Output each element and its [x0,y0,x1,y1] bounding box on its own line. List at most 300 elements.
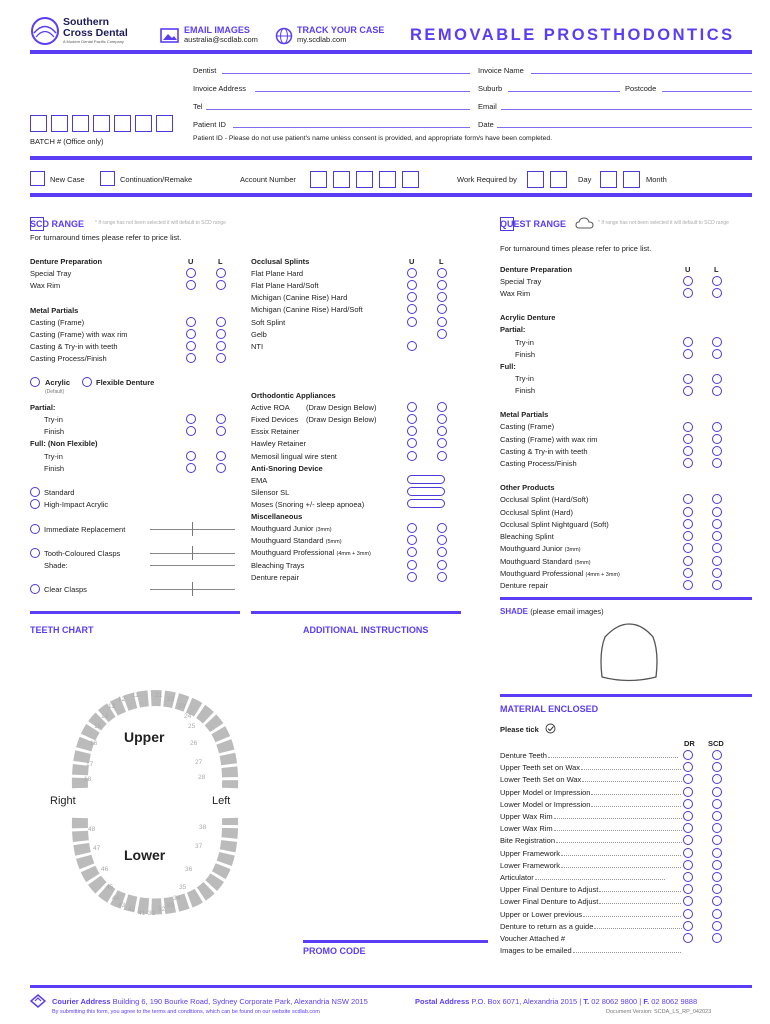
material-item [500,922,682,931]
globe-icon [30,16,60,46]
scd-partial-tryin-l[interactable] [216,414,226,424]
clear-clasps-radio[interactable] [30,584,40,594]
memosil: Memosil lingual wire stent [251,452,337,461]
standard-label: Standard [44,488,75,497]
denture-repair: Denture repair [251,573,299,582]
scd-full-tryin-l[interactable] [216,451,226,461]
quest-bleaching-l[interactable] [712,531,722,541]
scd-casting-wax: Casting (Frame) with wax rim [30,330,128,339]
account-box-5[interactable] [402,171,419,188]
denture-repair-l[interactable] [437,572,447,582]
document-version: Document Version: SCDA_LS_RP_042023 [606,1009,712,1015]
batch-box-2[interactable] [51,115,68,132]
account-number-label: Account Number [240,175,296,184]
tooth-shade-outline[interactable] [597,622,662,682]
tooth-16[interactable]: 16 [90,740,98,747]
clear-clasps-divider [192,582,193,596]
material-scd-radio[interactable] [712,823,722,833]
scd-full-finish: Finish [44,464,65,473]
tooth-43[interactable]: 43 [118,902,126,909]
quest-mg-standard-label: Mouthguard Standard [500,557,573,566]
material-item [500,873,682,882]
material-scd-radio[interactable] [712,872,722,882]
essix-u[interactable] [407,426,417,436]
quest-occ-hard-soft-u[interactable] [683,494,693,504]
tick-circle-icon [545,723,556,734]
tooth-12[interactable]: 12 [118,696,126,703]
tooth-33[interactable]: 33 [167,902,175,909]
tooth-24[interactable]: 24 [184,713,192,720]
quest-casting-wax-l[interactable] [712,434,722,444]
scd-wax-rim-u[interactable] [186,280,196,290]
quest-wax-rim-u[interactable] [683,288,693,298]
quest-partial-finish-u[interactable] [683,349,693,359]
ema: EMA [251,476,268,485]
tooth-41[interactable]: 41 [138,910,146,917]
mg-standard-l[interactable] [437,535,447,545]
active-roa-label: Active ROA [251,403,290,412]
gelb-l[interactable] [437,329,447,339]
tooth-38[interactable]: 38 [199,824,207,831]
account-box-2[interactable] [333,171,350,188]
material-dr-radio[interactable] [683,884,693,894]
date-field[interactable] [497,127,752,128]
quest-casting-finish-l[interactable] [712,458,722,468]
michigan-hard-soft: Michigan (Canine Rise) Hard/Soft [251,305,363,314]
quest-col-l: L [714,265,719,274]
scd-casting-tryin-l[interactable] [216,341,226,351]
miscellaneous: Miscellaneous [251,512,303,521]
quest-denture-repair-l[interactable] [712,580,722,590]
material-item-label: Upper Model or Impression [500,787,591,797]
active-roa-u[interactable] [407,402,417,412]
postcode-field[interactable] [662,91,752,92]
material-scd-radio[interactable] [712,811,722,821]
material-scd-radio[interactable] [712,835,722,845]
scd-partial-finish-l[interactable] [216,426,226,436]
scd-special-tray-u[interactable] [186,268,196,278]
postal-label: Postal Address [415,997,470,1006]
material-item [500,861,682,870]
quest-occ-night-u[interactable] [683,519,693,529]
immediate-radio[interactable] [30,524,40,534]
tooth-11[interactable]: 11 [132,692,139,699]
scd-casting-frame-l[interactable] [216,317,226,327]
quest-range-note: * If range has not been selected it will default to SCD range [598,220,729,226]
quest-occ-hard-u[interactable] [683,507,693,517]
options-divider [30,193,752,197]
terms-text[interactable]: By submitting this form, you agree to the terms and conditions, which can be found on our website scdlab.com [52,1009,320,1015]
material-dr-radio[interactable] [683,860,693,870]
quest-denture-repair-u[interactable] [683,580,693,590]
high-impact-radio[interactable] [30,499,40,509]
quest-full-finish-u[interactable] [683,386,693,396]
bleaching-trays: Bleaching Trays [251,561,305,570]
day-label: Day [578,175,592,184]
occlusal-splints: Occlusal Splints [251,257,310,266]
fixed-devices-u[interactable] [407,414,417,424]
quest-full-tryin-l[interactable] [712,374,722,384]
additional-instructions-area[interactable] [303,640,488,930]
material-scd-radio[interactable] [712,762,722,772]
scd-casting-finish: Casting Process/Finish [30,354,107,363]
batch-box-3[interactable] [72,115,89,132]
quest-full-tryin-u[interactable] [683,374,693,384]
tooth-37[interactable]: 37 [195,843,203,850]
essix-l[interactable] [437,426,447,436]
email-field[interactable] [501,109,752,110]
quest-wax-rim-l[interactable] [712,288,722,298]
patient-id-field[interactable] [233,127,470,128]
tooth-26[interactable]: 26 [190,740,198,747]
upper-label: Upper [124,729,165,745]
tooth-22[interactable]: 22 [167,696,175,703]
account-box-3[interactable] [356,171,373,188]
batch-box-1[interactable] [30,115,47,132]
quest-casting-frame-u[interactable] [683,422,693,432]
material-item-label: Voucher Attached # [500,934,566,943]
scd-casting-wax-u[interactable] [186,329,196,339]
tooth-21[interactable]: 21 [155,692,163,699]
quest-metal-partials: Metal Partials [500,410,549,419]
quest-casting-wax: Casting (Frame) with wax rim [500,435,598,444]
scd-metal-partials: Metal Partials [30,306,79,315]
quest-mg-standard-u[interactable] [683,556,693,566]
scd-special-tray: Special Tray [30,269,72,278]
soft-splint-l[interactable] [437,317,447,327]
material-dr-radio[interactable] [683,896,693,906]
quest-special-tray-l[interactable] [712,276,722,286]
tooth-35[interactable]: 35 [179,884,187,891]
material-item [500,849,682,858]
flat-plane-hard-soft-u[interactable] [407,280,417,290]
material-scd-radio[interactable] [712,799,722,809]
material-scd-radio[interactable] [712,860,722,870]
mg-junior-mm: (3mm) [315,527,332,533]
day-box-2[interactable] [550,171,567,188]
material-item [500,812,682,821]
tooth-36[interactable]: 36 [185,866,193,873]
moses-pill[interactable] [407,499,445,508]
material-dr-radio[interactable] [683,835,693,845]
material-dr-radio[interactable] [683,909,693,919]
flat-plane-hard-l[interactable] [437,268,447,278]
month-label: Month [646,175,667,184]
michigan-hard-soft-l[interactable] [437,304,447,314]
scd-casting-tryin-u[interactable] [186,341,196,351]
acrylic-default: (Default) [45,389,65,395]
material-dr-radio[interactable] [683,921,693,931]
tooth-44[interactable]: 44 [112,895,120,902]
tooth-23[interactable]: 23 [178,703,186,710]
michigan-hard-u[interactable] [407,292,417,302]
material-item-dots [581,769,682,770]
silensor-pill[interactable] [407,487,445,496]
shade-line[interactable] [150,565,235,566]
scd-full-finish-l[interactable] [216,463,226,473]
month-box-2[interactable] [623,171,640,188]
brand-line2: Cross Dental [63,27,128,39]
material-scd-radio[interactable] [712,933,722,943]
scd-partial-finish-u[interactable] [186,426,196,436]
quest-casting-frame-l[interactable] [712,422,722,432]
batch-box-7[interactable] [156,115,173,132]
quest-occ-night-l[interactable] [712,519,722,529]
scd-full-tryin-u[interactable] [186,451,196,461]
material-item [500,836,682,845]
material-dr-radio[interactable] [683,750,693,760]
please-tick-label: Please tick [500,725,539,734]
quest-full-finish-l[interactable] [712,386,722,396]
quest-casting-finish: Casting Process/Finish [500,459,577,468]
ema-pill[interactable] [407,475,445,484]
quest-mg-pro-label: Mouthguard Professional [500,569,584,578]
quest-mg-junior-l[interactable] [712,543,722,553]
material-dr-radio[interactable] [683,762,693,772]
material-item [500,897,682,906]
scd-col-l: L [218,257,223,266]
material-item [500,763,682,772]
flexible-radio[interactable] [82,377,92,387]
account-box-4[interactable] [379,171,396,188]
quest-mg-junior [500,544,581,553]
material-item-dots [561,867,682,868]
material-item-label: Lower Wax Rim [500,824,553,834]
tooth-34[interactable]: 34 [173,895,181,902]
material-item-dots [599,903,682,904]
quest-full-finish: Finish [515,386,536,395]
brand-tagline: A Modern Dental Pacific Company [63,39,124,44]
material-item [500,934,682,943]
material-item-dots [583,916,682,917]
quest-divider [500,597,752,600]
hawley-u[interactable] [407,438,417,448]
gelb: Gelb [251,330,267,339]
material-item-label: Upper Framework [500,848,561,858]
quest-partial-tryin-l[interactable] [712,337,722,347]
scd-range-title: SCD RANGE [30,219,85,229]
material-dr-radio[interactable] [683,872,693,882]
quest-occ-hard-soft-l[interactable] [712,494,722,504]
mg-pro-u[interactable] [407,547,417,557]
tooth-13[interactable]: 13 [108,703,116,710]
active-roa-l[interactable] [437,402,447,412]
scd-casting-finish-u[interactable] [186,353,196,363]
phone-value: 02 8062 9800 [591,997,638,1006]
soft-splint: Soft Splint [251,318,286,327]
active-roa-draw: (Draw Design Below) [306,403,377,412]
material-dr-radio[interactable] [683,933,693,943]
track-case-title: TRACK YOUR CASE [297,25,385,35]
tooth-48[interactable]: 48 [88,826,96,833]
dentist-field[interactable] [222,73,470,74]
scd-full-finish-u[interactable] [186,463,196,473]
material-scd-radio[interactable] [712,909,722,919]
material-scd-radio[interactable] [712,921,722,931]
quest-occ-hard-l[interactable] [712,507,722,517]
tooth-46[interactable]: 46 [101,866,109,873]
account-box-1[interactable] [310,171,327,188]
tooth-17[interactable]: 17 [86,761,94,768]
scd-partial-tryin: Try-in [44,415,63,424]
material-dr-radio[interactable] [683,823,693,833]
scd-wax-rim-l[interactable] [216,280,226,290]
memosil-u[interactable] [407,451,417,461]
month-box-1[interactable] [600,171,617,188]
fixed-devices-draw: (Draw Design Below) [306,415,377,424]
postal-value: P.O. Box 6071, Alexandria 2015 [471,997,578,1006]
michigan-hard-l[interactable] [437,292,447,302]
material-scd-radio[interactable] [712,787,722,797]
quest-mg-pro [500,569,620,578]
courier-label: Courier Address [52,997,111,1006]
anti-snoring: Anti-Snoring Device [251,464,323,473]
tooth-clasps-divider [192,546,193,560]
quest-bleaching-u[interactable] [683,531,693,541]
flat-plane-hard-soft-l[interactable] [437,280,447,290]
tooth-31[interactable]: 31 [148,910,156,917]
quest-acrylic-denture: Acrylic Denture [500,313,556,322]
mg-pro-l[interactable] [437,547,447,557]
material-scd-radio[interactable] [712,848,722,858]
material-item [500,788,682,797]
tooth-45[interactable]: 45 [106,884,114,891]
nti-u[interactable] [407,341,417,351]
fixed-devices-l[interactable] [437,414,447,424]
batch-label: BATCH # (Office only) [30,137,104,146]
acrylic-label: Acrylic [45,378,71,387]
bleaching-u[interactable] [407,560,417,570]
quest-mg-standard-l[interactable] [712,556,722,566]
shade-note: (please email images) [530,607,604,616]
hawley-l[interactable] [437,438,447,448]
flat-plane-hard-soft: Flat Plane Hard/Soft [251,281,319,290]
quest-partial-tryin-u[interactable] [683,337,693,347]
material-item-dots [591,806,682,807]
mg-standard-mm: (5mm) [325,539,342,545]
acrylic-radio[interactable] [30,377,40,387]
quest-casting-finish-u[interactable] [683,458,693,468]
quest-mg-junior-u[interactable] [683,543,693,553]
invoice-name-field[interactable] [531,73,752,74]
quest-casting-frame: Casting (Frame) [500,422,555,431]
material-dr-radio[interactable] [683,811,693,821]
scd-full-nonflex: Full: (Non Flexible) [30,439,98,448]
day-box-1[interactable] [527,171,544,188]
new-case-checkbox[interactable] [30,171,45,186]
tooth-25[interactable]: 25 [188,723,196,730]
tooth-32[interactable]: 32 [158,906,166,913]
scd-casting-wax-l[interactable] [216,329,226,339]
batch-box-4[interactable] [93,115,110,132]
material-dr-radio[interactable] [683,774,693,784]
tooth-clasps-radio[interactable] [30,548,40,558]
flat-plane-hard: Flat Plane Hard [251,269,304,278]
tel-field[interactable] [206,109,470,110]
invoice-address-field[interactable] [255,91,470,92]
quest-mg-pro-l[interactable] [712,568,722,578]
email-images-address[interactable]: australia@scdlab.com [184,35,258,44]
material-dr-radio[interactable] [683,799,693,809]
scd-bottom-divider-1 [30,611,240,614]
logo [30,16,140,46]
scd-denture-prep: Denture Preparation [30,257,103,266]
suburb-field[interactable] [508,91,620,92]
invoice-name-label: Invoice Name [478,66,524,75]
tooth-14[interactable]: 14 [101,713,109,720]
clear-clasps-label: Clear Clasps [44,585,87,594]
soft-splint-u[interactable] [407,317,417,327]
quest-range-title: QUEST RANGE [500,219,567,229]
immediate-label: Immediate Replacement [44,525,126,534]
batch-box-5[interactable] [114,115,131,132]
batch-box-6[interactable] [135,115,152,132]
mg-junior-l[interactable] [437,523,447,533]
material-item-label: Lower Framework [500,860,561,870]
material-item-dots [535,879,665,880]
track-case-url[interactable]: my.scdlab.com [297,35,347,44]
scd-casting-finish-l[interactable] [216,353,226,363]
scd-casting-frame-u[interactable] [186,317,196,327]
lower-label: Lower [124,847,166,863]
material-dr-radio[interactable] [683,787,693,797]
tooth-15[interactable]: 15 [94,723,102,730]
scd-special-tray-l[interactable] [216,268,226,278]
material-item-label: Upper or Lower previous [500,909,583,919]
quest-casting-tryin-l[interactable] [712,446,722,456]
quest-casting-tryin-u[interactable] [683,446,693,456]
material-scd-radio[interactable] [712,774,722,784]
dentist-label: Dentist [193,66,217,75]
tooth-28[interactable]: 28 [198,774,206,781]
michigan-hard-soft-u[interactable] [407,304,417,314]
tooth-47[interactable]: 47 [93,845,101,852]
material-scd-radio[interactable] [712,896,722,906]
promo-code-input[interactable] [380,944,485,958]
standard-radio[interactable] [30,487,40,497]
quest-mg-standard [500,557,591,566]
tooth-18[interactable]: 18 [84,776,92,783]
quest-special-tray-u[interactable] [683,276,693,286]
material-dr-radio[interactable] [683,848,693,858]
flat-plane-hard-u[interactable] [407,268,417,278]
globe-icon [275,27,293,45]
quest-turnaround: For turnaround times please refer to price list. [500,244,652,253]
tooth-42[interactable]: 42 [128,906,136,913]
quest-mg-pro-u[interactable] [683,568,693,578]
quest-casting-wax-u[interactable] [683,434,693,444]
fax-value: 02 8062 9888 [651,997,698,1006]
nti: NTI [251,342,264,351]
scd-casting-frame: Casting (Frame) [30,318,85,327]
continuation-checkbox[interactable] [100,171,115,186]
mg-junior-u[interactable] [407,523,417,533]
patient-divider [30,156,752,160]
scd-partial-tryin-u[interactable] [186,414,196,424]
quest-partial-finish-l[interactable] [712,349,722,359]
mg-junior-label: Mouthguard Junior [251,524,314,533]
bleaching-l[interactable] [437,560,447,570]
mg-standard-u[interactable] [407,535,417,545]
material-item-dots [594,928,682,929]
quest-partial: Partial: [500,325,526,334]
hawley-retainer: Hawley Retainer [251,439,307,448]
material-scd-radio[interactable] [712,750,722,760]
tooth-27[interactable]: 27 [195,759,203,766]
denture-repair-u[interactable] [407,572,417,582]
material-scd-radio[interactable] [712,884,722,894]
memosil-l[interactable] [437,451,447,461]
